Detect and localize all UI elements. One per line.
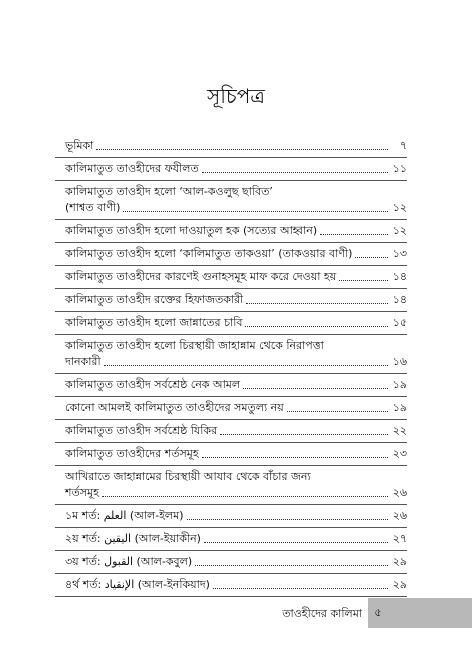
toc-entry-title: শর্তসমূহ: [65, 486, 99, 499]
toc-entry-line: [65, 354, 407, 370]
toc-entry: [55, 220, 407, 243]
toc-page-number: ১৩: [392, 247, 407, 260]
footer-book-title: তাওহীদের কালিমা: [282, 607, 362, 620]
toc-entry-line: [65, 292, 407, 308]
dot-leader: [96, 148, 388, 150]
toc-entry-title: ৩য় শর্ত: القبول (আল-কবুল): [65, 555, 193, 568]
toc-entry-line: [65, 138, 407, 154]
toc-entry: [55, 312, 407, 335]
toc-page-number: ২২: [392, 424, 407, 437]
dot-leader: [245, 325, 388, 327]
dot-leader: [195, 564, 388, 566]
toc-entry-title: (শাশ্বত বাণী): [65, 201, 121, 214]
toc-page-number: ৭: [399, 139, 407, 152]
toc-entry-title: কালিমাতুত তাওহীদের শর্তসমূহ: [65, 447, 199, 460]
toc-page-number: ১২: [392, 224, 407, 237]
toc-page-number: ১৯: [392, 401, 407, 414]
toc-entry-title: ২য় শর্ত: اليقين (আল-ইয়াকীন): [65, 532, 201, 545]
toc-entry-title: কালিমাতুত তাওহীদের কারণেই গুনাহসমূহ মাফ করে দেওয়া হয়: [65, 270, 337, 283]
toc-page-number: ১২: [392, 201, 407, 214]
toc-entry-line: [65, 469, 407, 485]
dot-leader: [339, 279, 388, 281]
toc-entry-title: কালিমাতুত তাওহীদ সর্বশ্রেষ্ঠ যিকির: [65, 424, 218, 437]
toc-page-number: ১১: [392, 162, 407, 175]
toc-entry-title: কালিমাতুত তাওহীদ হলো জান্নাতের চাবি: [65, 316, 243, 329]
toc-entry-line: [65, 377, 407, 393]
toc-entry: [55, 335, 407, 374]
toc-entry-line: [65, 338, 407, 354]
toc-entry-line: [65, 269, 407, 285]
toc-entry-line: [65, 246, 407, 262]
toc-entry: [55, 158, 407, 181]
dot-leader: [246, 302, 388, 304]
toc-entry: [55, 574, 407, 597]
toc-entry-title: আখিরাতে জাহান্নামের চিরস্থায়ী আযাব থেকে বাঁচার জন্য: [65, 470, 311, 483]
dot-leader: [102, 495, 388, 497]
toc-entry-line: [65, 200, 407, 216]
toc-page-number: ১৪: [392, 270, 407, 283]
toc-page-number: ২৬: [392, 486, 407, 499]
toc-entry-title: ১ম শর্ত: العلم (আল-ইলম): [65, 509, 184, 522]
toc-entry: [55, 266, 407, 289]
toc-entry-title: কালিমাতুত তাওহীদের ফযীলত: [65, 162, 199, 175]
dot-leader: [243, 387, 388, 389]
toc-entry: [55, 466, 407, 505]
toc-entry: [55, 420, 407, 443]
dot-leader: [355, 256, 388, 258]
toc-entry-title: কালিমাতুত তাওহীদ হলো দাওয়াতুল হক (সত্যের আহ্বান): [65, 224, 318, 237]
toc-page-number: ১৪: [392, 293, 407, 306]
dot-leader: [287, 410, 388, 412]
toc-entry: [55, 397, 407, 420]
toc-entry-line: [65, 446, 407, 462]
toc-entry: [55, 528, 407, 551]
table-of-contents: [55, 135, 407, 597]
toc-page-number: ২৭: [392, 532, 407, 545]
toc-entry-line: [65, 223, 407, 239]
toc-page-number: ২৯: [392, 578, 407, 591]
toc-page-number: ১৯: [392, 378, 407, 391]
footer-page-number: ৫: [374, 606, 382, 619]
toc-entry-line: [65, 508, 407, 524]
toc-entry-title: ৪র্থ শর্ত: الإنقياد (আল-ইনকিয়াদ): [65, 578, 210, 591]
toc-entry: [55, 289, 407, 312]
toc-page-number: ১৬: [392, 355, 407, 368]
dot-leader: [213, 587, 388, 589]
toc-entry-line: [65, 485, 407, 501]
toc-page-number: ২৯: [392, 555, 407, 568]
toc-entry-line: [65, 161, 407, 177]
toc-entry-title: কালিমাতুত তাওহীদ হলো চিরস্থায়ী জাহান্নাম থেকে নিরাপত্তা: [65, 339, 324, 352]
toc-entry-title: কালিমাতুত তাওহীদ সর্বশ্রেষ্ঠ নেক আমল: [65, 378, 241, 391]
dot-leader: [187, 518, 388, 520]
toc-page-number: ২৬: [392, 509, 407, 522]
toc-entry: [55, 443, 407, 466]
dot-leader: [202, 171, 388, 173]
toc-page-number: ২৩: [392, 447, 407, 460]
toc-entry-line: [65, 554, 407, 570]
dot-leader: [220, 433, 388, 435]
dot-leader: [204, 541, 388, 543]
dot-leader: [320, 233, 388, 235]
toc-entry: [55, 243, 407, 266]
toc-entry: [55, 551, 407, 574]
page-title: সূচিপত্র: [207, 84, 265, 108]
toc-page-number: ১৫: [392, 316, 407, 329]
toc-entry-line: [65, 577, 407, 593]
dot-leader: [202, 456, 388, 458]
dot-leader: [104, 364, 388, 366]
toc-entry: [55, 505, 407, 528]
toc-entry-title: কালিমাতুত তাওহীদ হলো ‘আল-কওলুছ ছাবিত’: [65, 185, 273, 198]
toc-entry-line: [65, 531, 407, 547]
toc-entry-title: কোনো আমলই কালিমাতুত তাওহীদের সমতুল্য নয়: [65, 401, 284, 414]
toc-entry-title: ভূমিকা: [65, 139, 94, 152]
toc-entry-line: [65, 423, 407, 439]
toc-entry: [55, 181, 407, 220]
toc-entry-title: কালিমাতুত তাওহীদ রক্তের হিফাজতকারী: [65, 293, 244, 306]
toc-entry-title: কালিমাতুত তাওহীদ হলো ‘কালিমাতুত তাকওয়া’ (তাকওয়ার বাণী): [65, 247, 353, 260]
toc-entry: [55, 374, 407, 397]
toc-entry-line: [65, 315, 407, 331]
toc-entry-line: [65, 184, 407, 200]
toc-entry-title: দানকারী: [65, 355, 101, 368]
dot-leader: [123, 210, 388, 212]
toc-entry: [55, 135, 407, 158]
toc-entry-line: [65, 400, 407, 416]
